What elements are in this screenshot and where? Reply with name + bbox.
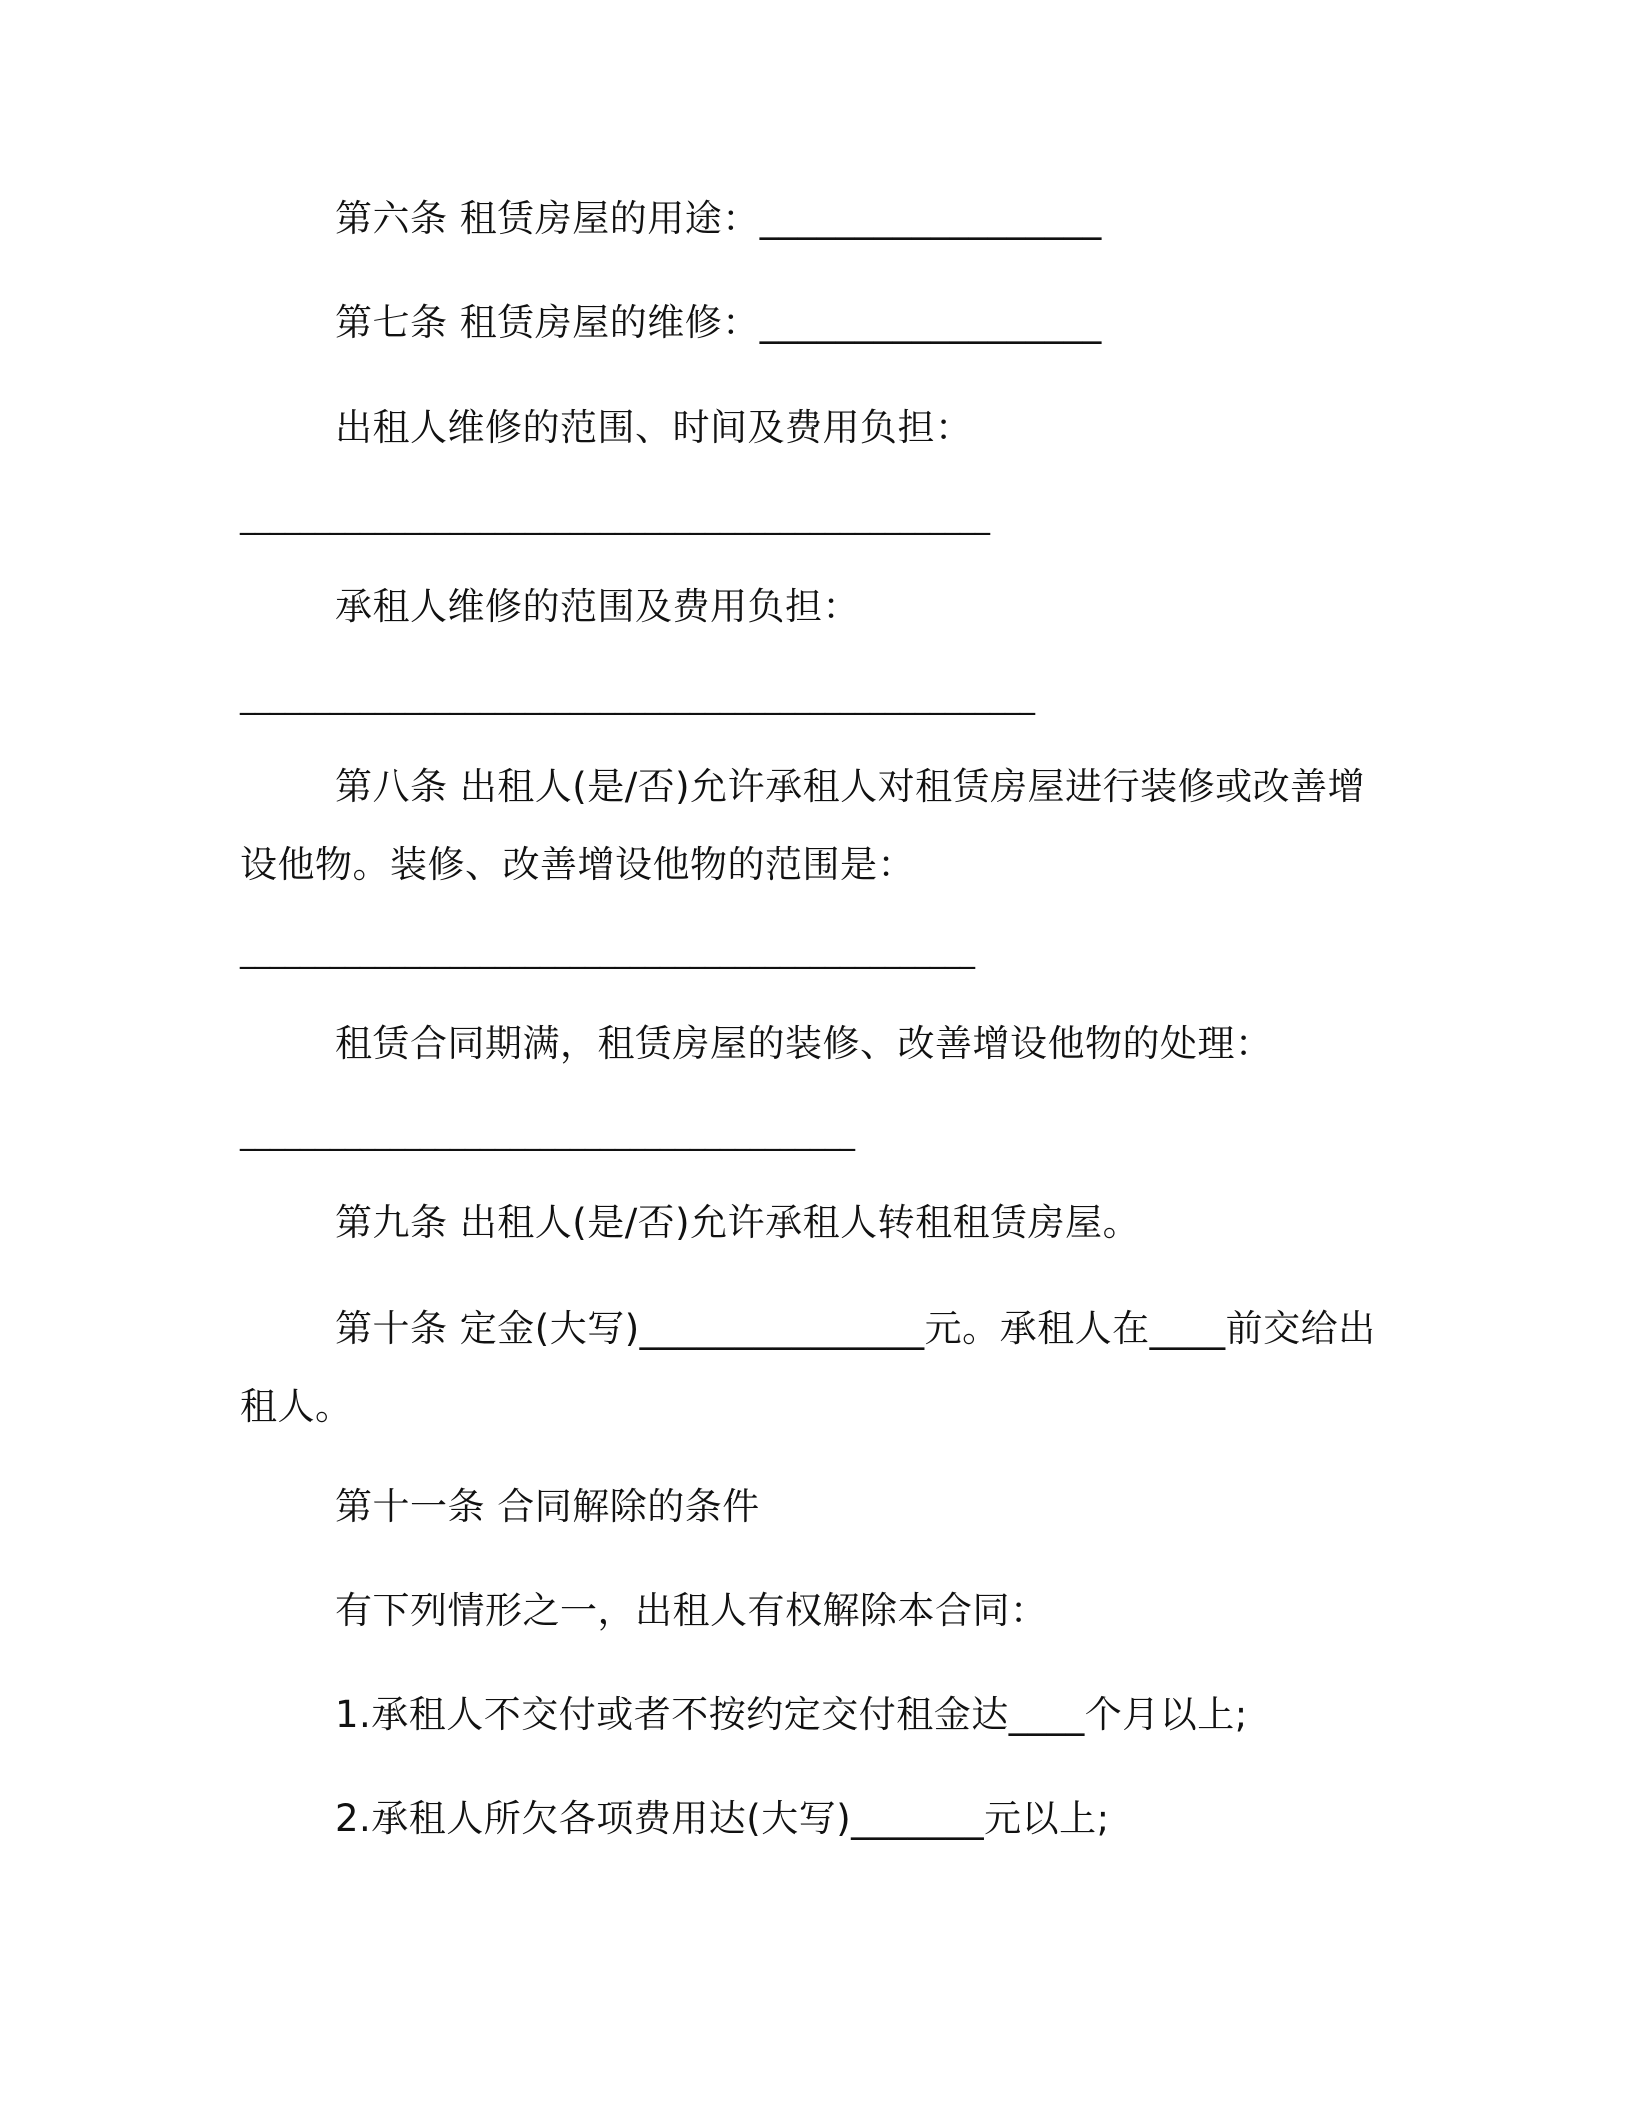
lessee-repair-scope: 承租人维修的范围及费用负担： bbox=[335, 585, 860, 628]
lessor-repair-scope: 出租人维修的范围、时间及费用负担： bbox=[335, 406, 973, 449]
article-10-deposit: 第十条 定金(大写)_______________元。承租人在____前交给出 bbox=[335, 1307, 1376, 1350]
blank-line: _________________________________________________ bbox=[240, 935, 975, 970]
article-6-use: 第六条 租赁房屋的用途：__________________ bbox=[335, 197, 1102, 240]
article-11-intro: 有下列情形之一，出租人有权解除本合同： bbox=[335, 1589, 1048, 1632]
article-11-title: 第十一条 合同解除的条件 bbox=[335, 1485, 760, 1528]
blank-line: _________________________________________ bbox=[240, 1117, 855, 1152]
article-7-repair: 第七条 租赁房屋的维修：__________________ bbox=[335, 301, 1102, 344]
renovation-handling: 租赁合同期满，租赁房屋的装修、改善增设他物的处理： bbox=[335, 1022, 1273, 1065]
article-10-deposit-cont: 租人。 bbox=[240, 1385, 353, 1428]
article-8-renovation: 第八条 出租人(是/否)允许承租人对租赁房屋进行装修或改善增 bbox=[335, 765, 1366, 808]
blank-line: __________________________________________________ bbox=[240, 501, 990, 536]
article-8-renovation-cont: 设他物。装修、改善增设他物的范围是： bbox=[240, 843, 915, 886]
termination-item-2: 2.承租人所欠各项费用达(大写)_______元以上; bbox=[335, 1797, 1110, 1840]
article-9-sublease: 第九条 出租人(是/否)允许承租人转租租赁房屋。 bbox=[335, 1201, 1141, 1244]
blank-line: _____________________________________________________ bbox=[240, 681, 1035, 716]
termination-item-1: 1.承租人不交付或者不按约定交付租金达____个月以上; bbox=[335, 1693, 1248, 1736]
